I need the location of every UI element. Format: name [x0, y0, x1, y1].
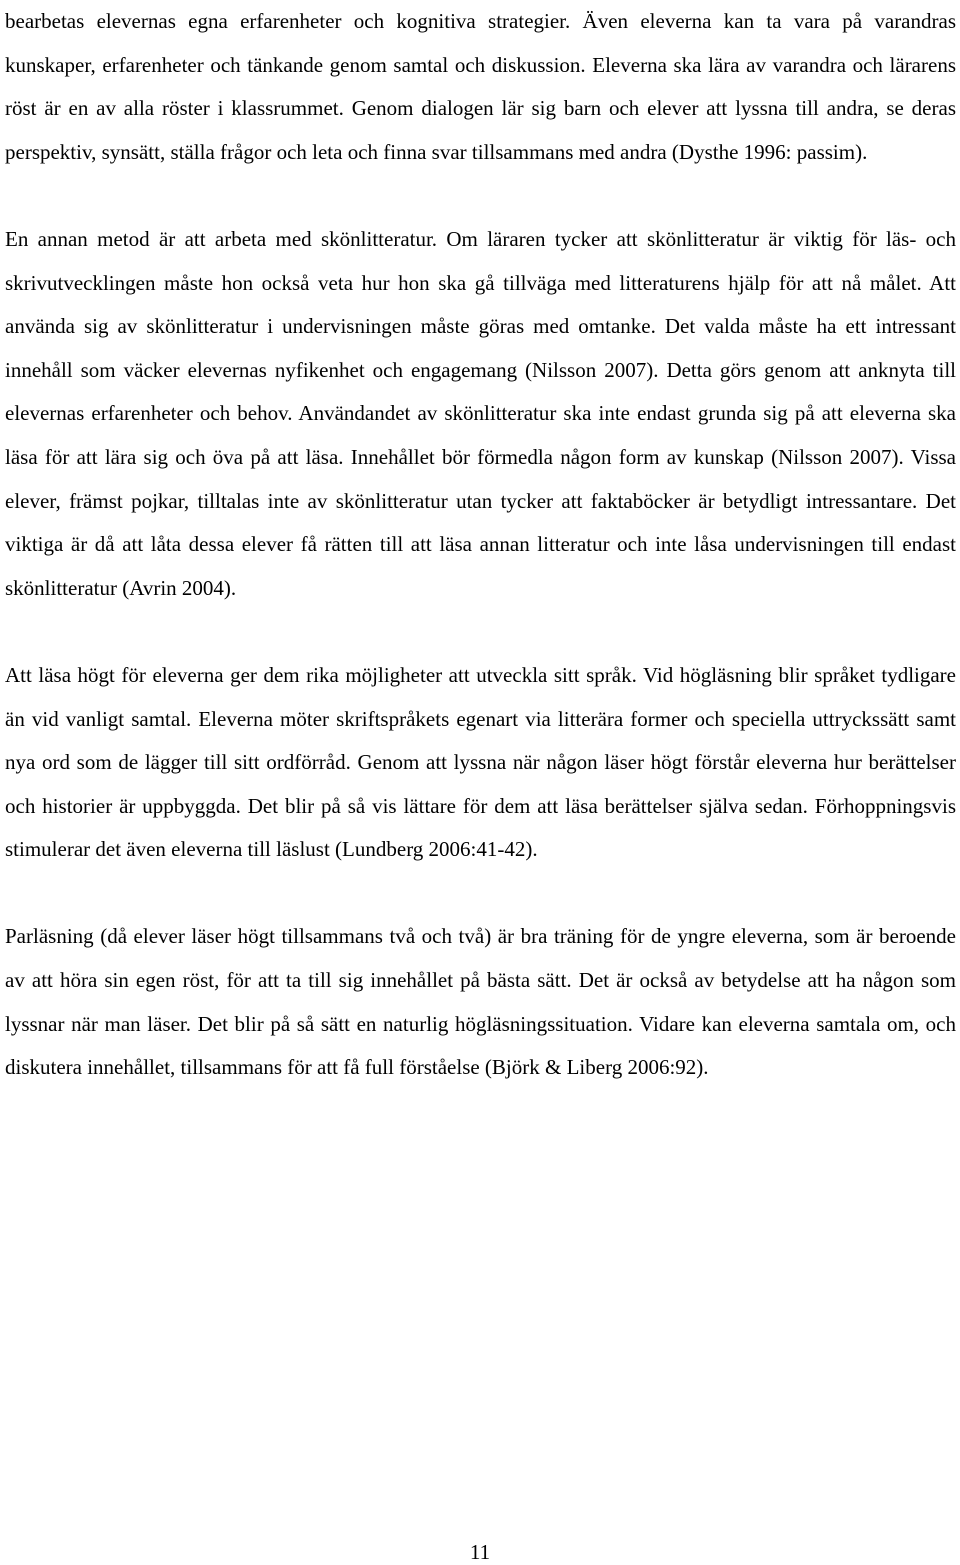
page-number: 11: [469, 1540, 491, 1564]
paragraph-reading-aloud: Att läsa högt för eleverna ger dem rika möjligheter att utveckla sitt språk. Vid högläsning blir språket tydligare än vid vanligt samtal. Eleverna möter skriftspråkets egenart via litterära former och speciella uttryckssätt samt nya ord som de lägger till sitt ordförråd. Genom att lyssna när någon läser högt förstår eleverna hur berättelser och historier är uppbyggda. Det blir på så vis lättare för dem att läsa berättelser själva sedan. Förhoppningsvis stimulerar det även eleverna till läslust (Lundberg 2006:41-42).: [5, 662, 956, 862]
paragraph-dialog: bearbetas elevernas egna erfarenheter och kognitiva strategier. Även eleverna kan ta vara på varandras kunskaper, erfarenheter och tänkande genom samtal och diskussion. Eleverna ska lära av varandra och lärarens röst är en av alla röster i klassrummet. Genom dialogen lär sig barn och elever att lyssna till andra, se deras perspektiv, synsätt, ställa frågor och leta och finna svar tillsammans med andra (Dysthe 1996: passim).: [5, 9, 956, 164]
body-text: [5, 0, 956, 1090]
paragraph-literature: En annan metod är att arbeta med skönlitteratur. Om läraren tycker att skönlitteratur är viktig för läs- och skrivutvecklingen måste hon också veta hur hon ska gå tillväga med litteraturens hjälp för att nå målet. Att använda sig av skönlitteratur i undervisningen måste göras med omtanke. Det valda måste ha ett intressant innehåll som väcker elevernas nyfikenhet och engagemang (Nilsson 2007). Detta görs genom att anknyta till elevernas erfarenheter och behov. Användandet av skönlitteratur ska inte endast grunda sig på att eleverna ska läsa för att lära sig och öva på att läsa. Innehållet bör förmedla någon form av kunskap (Nilsson 2007). Vissa elever, främst pojkar, tilltalas inte av skönlitteratur utan tycker att faktaböcker är betydligt intressantare. Det viktiga är då att låta dessa elever få rätten till att läsa annan litteratur och inte låsa undervisningen till endast skönlitteratur (Avrin 2004).: [5, 226, 956, 600]
paragraph-pair-reading: Parläsning (då elever läser högt tillsammans två och två) är bra träning för de yngre eleverna, som är beroende av att höra sin egen röst, för att ta till sig innehållet på bästa sätt. Det är också av betydelse att ha någon som lyssnar när man läser. Det blir på så sätt en naturlig högläsningssituation. Vidare kan eleverna samtala om, och diskutera innehållet, tillsammans för att få full förståelse (Björk & Liberg 2006:92).: [5, 924, 956, 1080]
